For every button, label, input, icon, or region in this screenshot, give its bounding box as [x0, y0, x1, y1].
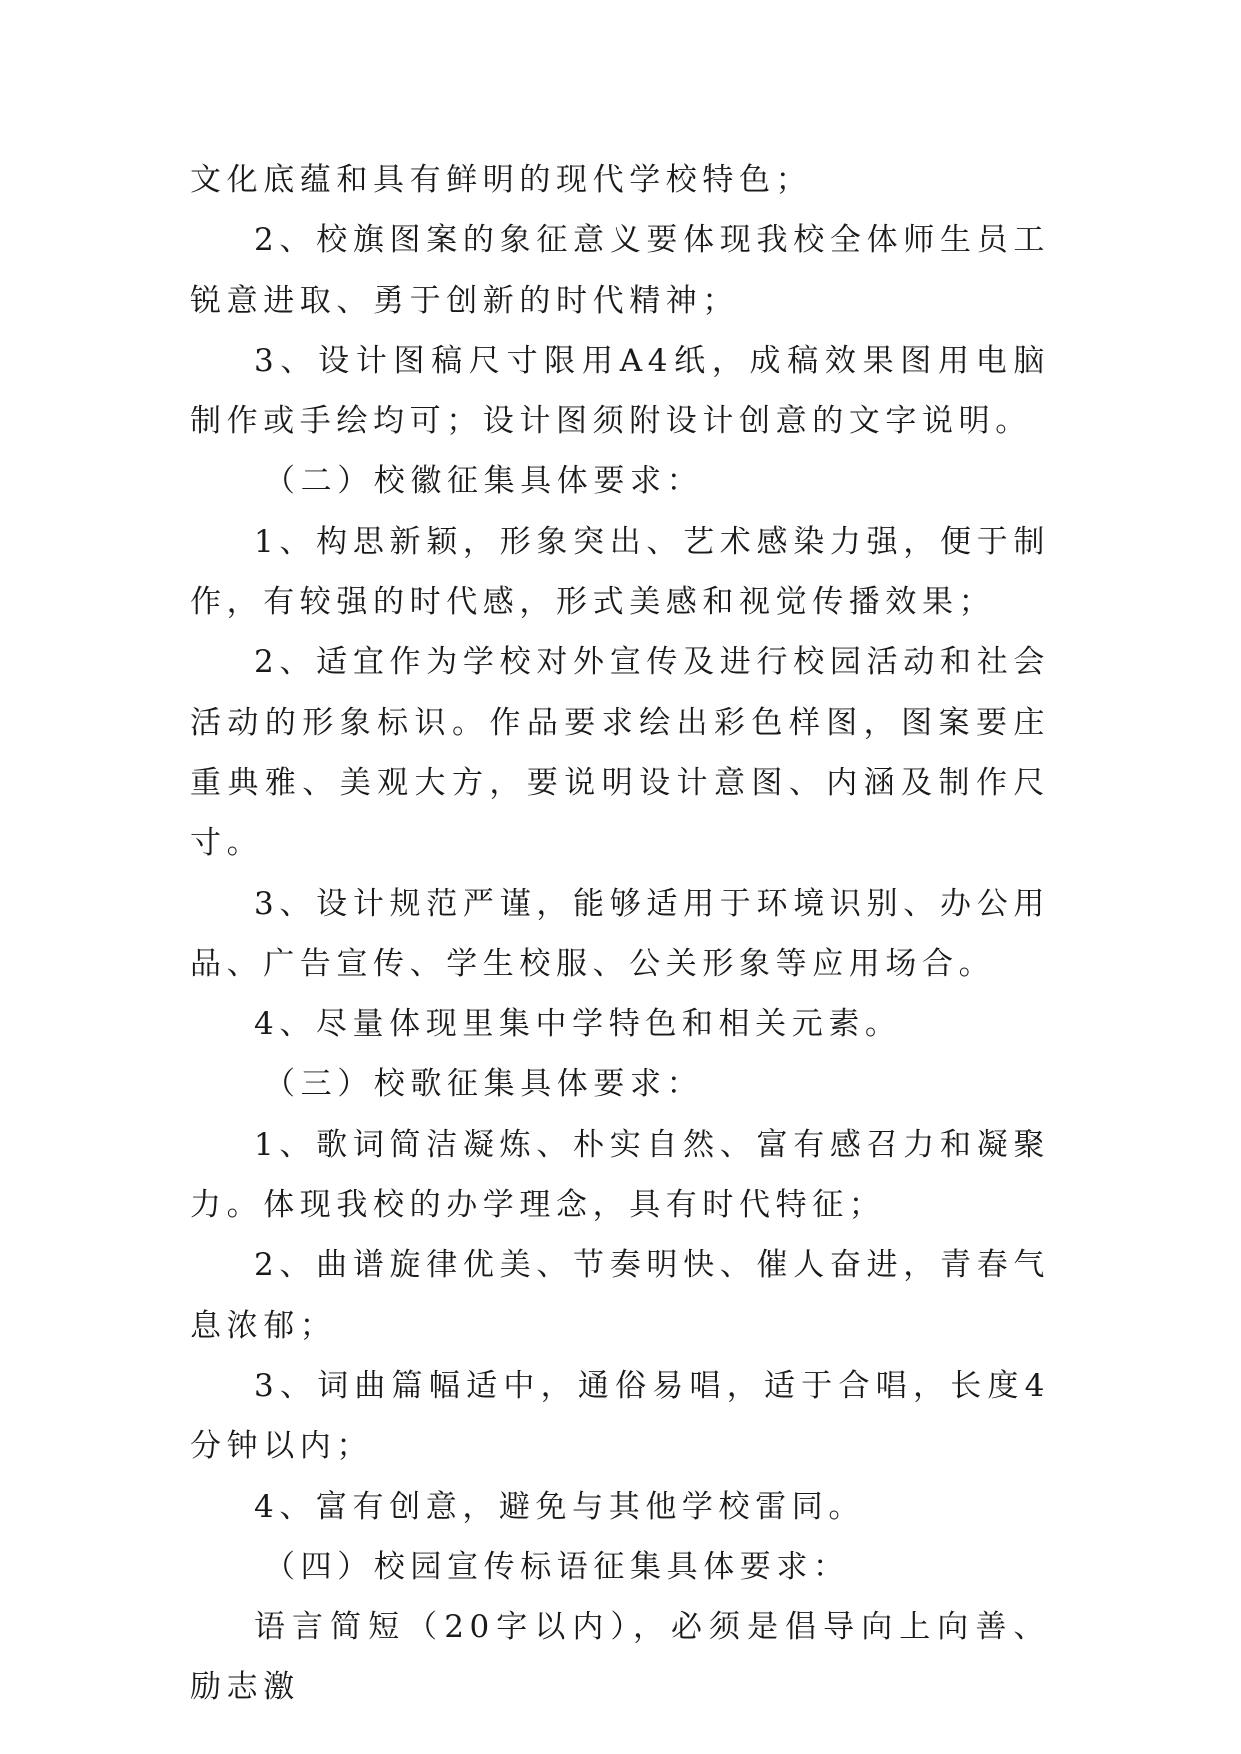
paragraph-emblem-item-4: 4、尽量体现里集中学特色和相关元素。 [254, 1006, 902, 1043]
section-heading-slogan: （四）校园宣传标语征集具体要求： [264, 1548, 850, 1585]
paragraph-song-item-2: 2、曲谱旋律优美、节奏明快、催人奋进，青春气息浓郁； [190, 1247, 1050, 1344]
paragraph-slogan-requirements: 语言简短（20字以内），必须是倡导向上向善、励志激 [190, 1609, 1050, 1706]
paragraph-flag-item-3: 3、设计图稿尺寸限用A4纸，成稿效果图用电脑制作或手绘均可；设计图须附设计创意的文字说明。 [190, 342, 1050, 440]
paragraph-continuation: 文化底蕴和具有鲜明的现代学校特色； [190, 162, 813, 198]
document-body [190, 150, 1050, 1718]
paragraph-song-item-1: 1、歌词简洁凝炼、朴实自然、富有感召力和凝聚力。体现我校的办学理念，具有时代特征； [190, 1126, 1050, 1224]
paragraph-flag-item-2: 2、校旗图案的象征意义要体现我校全体师生员工锐意进取、勇于创新的时代精神； [190, 222, 1050, 319]
paragraph-emblem-item-2: 2、适宜作为学校对外宣传及进行校园活动和社会活动的形象标识。作品要求绘出彩色样图，图案要庄重典雅、美观大方，要说明设计意图、内涵及制作尺寸。 [190, 644, 1050, 862]
paragraph-song-item-4: 4、富有创意，避免与其他学校雷同。 [254, 1488, 865, 1525]
section-heading-song: （三）校歌征集具体要求： [264, 1066, 704, 1103]
paragraph-song-item-3: 3、词曲篇幅适中，通俗易唱，适于合唱，长度4分钟以内； [190, 1367, 1050, 1465]
paragraph-emblem-item-1: 1、构思新颖，形象突出、艺术感染力强，便于制作，有较强的时代感，形式美感和视觉传播效果； [190, 523, 1050, 621]
section-heading-emblem: （二）校徽征集具体要求： [264, 463, 704, 500]
paragraph-emblem-item-3: 3、设计规范严谨，能够适用于环境识别、办公用品、广告宣传、学生校服、公关形象等应用场合。 [190, 885, 1050, 982]
